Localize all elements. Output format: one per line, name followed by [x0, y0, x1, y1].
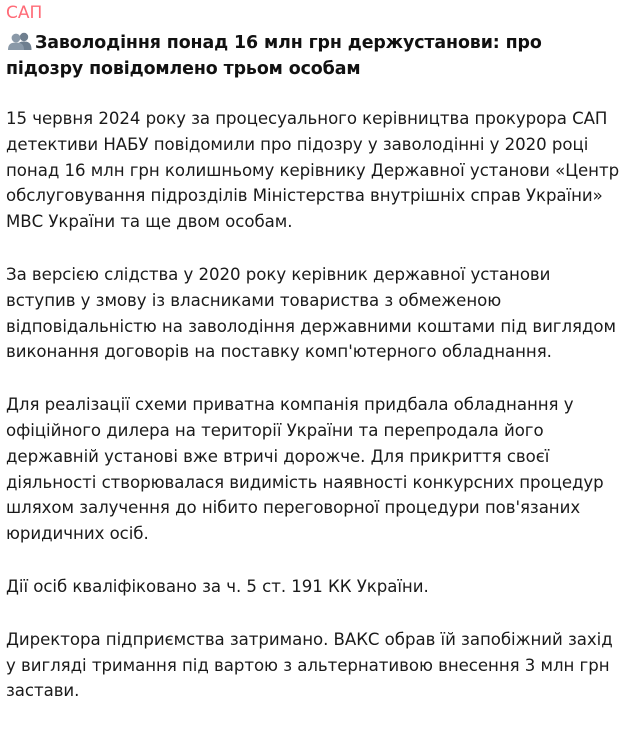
message-paragraph-5: Директора підприємства затримано. ВАКС обрав їй запобіжний захід у вигляді тримання під вартою з альтернативою внесення 3 млн грн застави.	[6, 629, 613, 701]
message-paragraph-2: За версією слідства у 2020 року керівник державної установи вступив у змову із власниками товариства з обмеженою відповідальністю на заволодіння державними коштами під виглядом виконання договорів на поставку комп'ютерного обладнання.	[6, 264, 616, 362]
busts-in-silhouette-icon	[6, 32, 34, 50]
channel-name[interactable]: САП	[6, 3, 43, 23]
message-paragraph-4: Дії осіб кваліфіковано за ч. 5 ст. 191 КК України.	[6, 576, 429, 596]
headline-text: Заволодіння понад 16 млн грн держустанови: про підозру повідомлено трьом особам	[6, 33, 542, 79]
message-paragraph-3: Для реалізації схеми приватна компанія придбала обладнання у офіційного дилера на території України та перепродала його державній установі вже втричі дорожче. Для прикриття своєї діяльності створювалася видимість наявності конкурсних процедур шляхом залучення до нібито переговорної процедури пов'язаних юридичних осіб.	[6, 395, 604, 544]
message-paragraph-1: 15 червня 2024 року за процесуального керівництва прокурора САП детективи НАБУ повідомили про підозру у заволодінні у 2020 році понад 16 млн грн колишньому керівнику Державної установи «Центр обслуговування підрозділів Міністерства внутрішніх справ України» МВС України та ще двом особам.	[6, 109, 620, 232]
message-headline	[6, 30, 622, 82]
